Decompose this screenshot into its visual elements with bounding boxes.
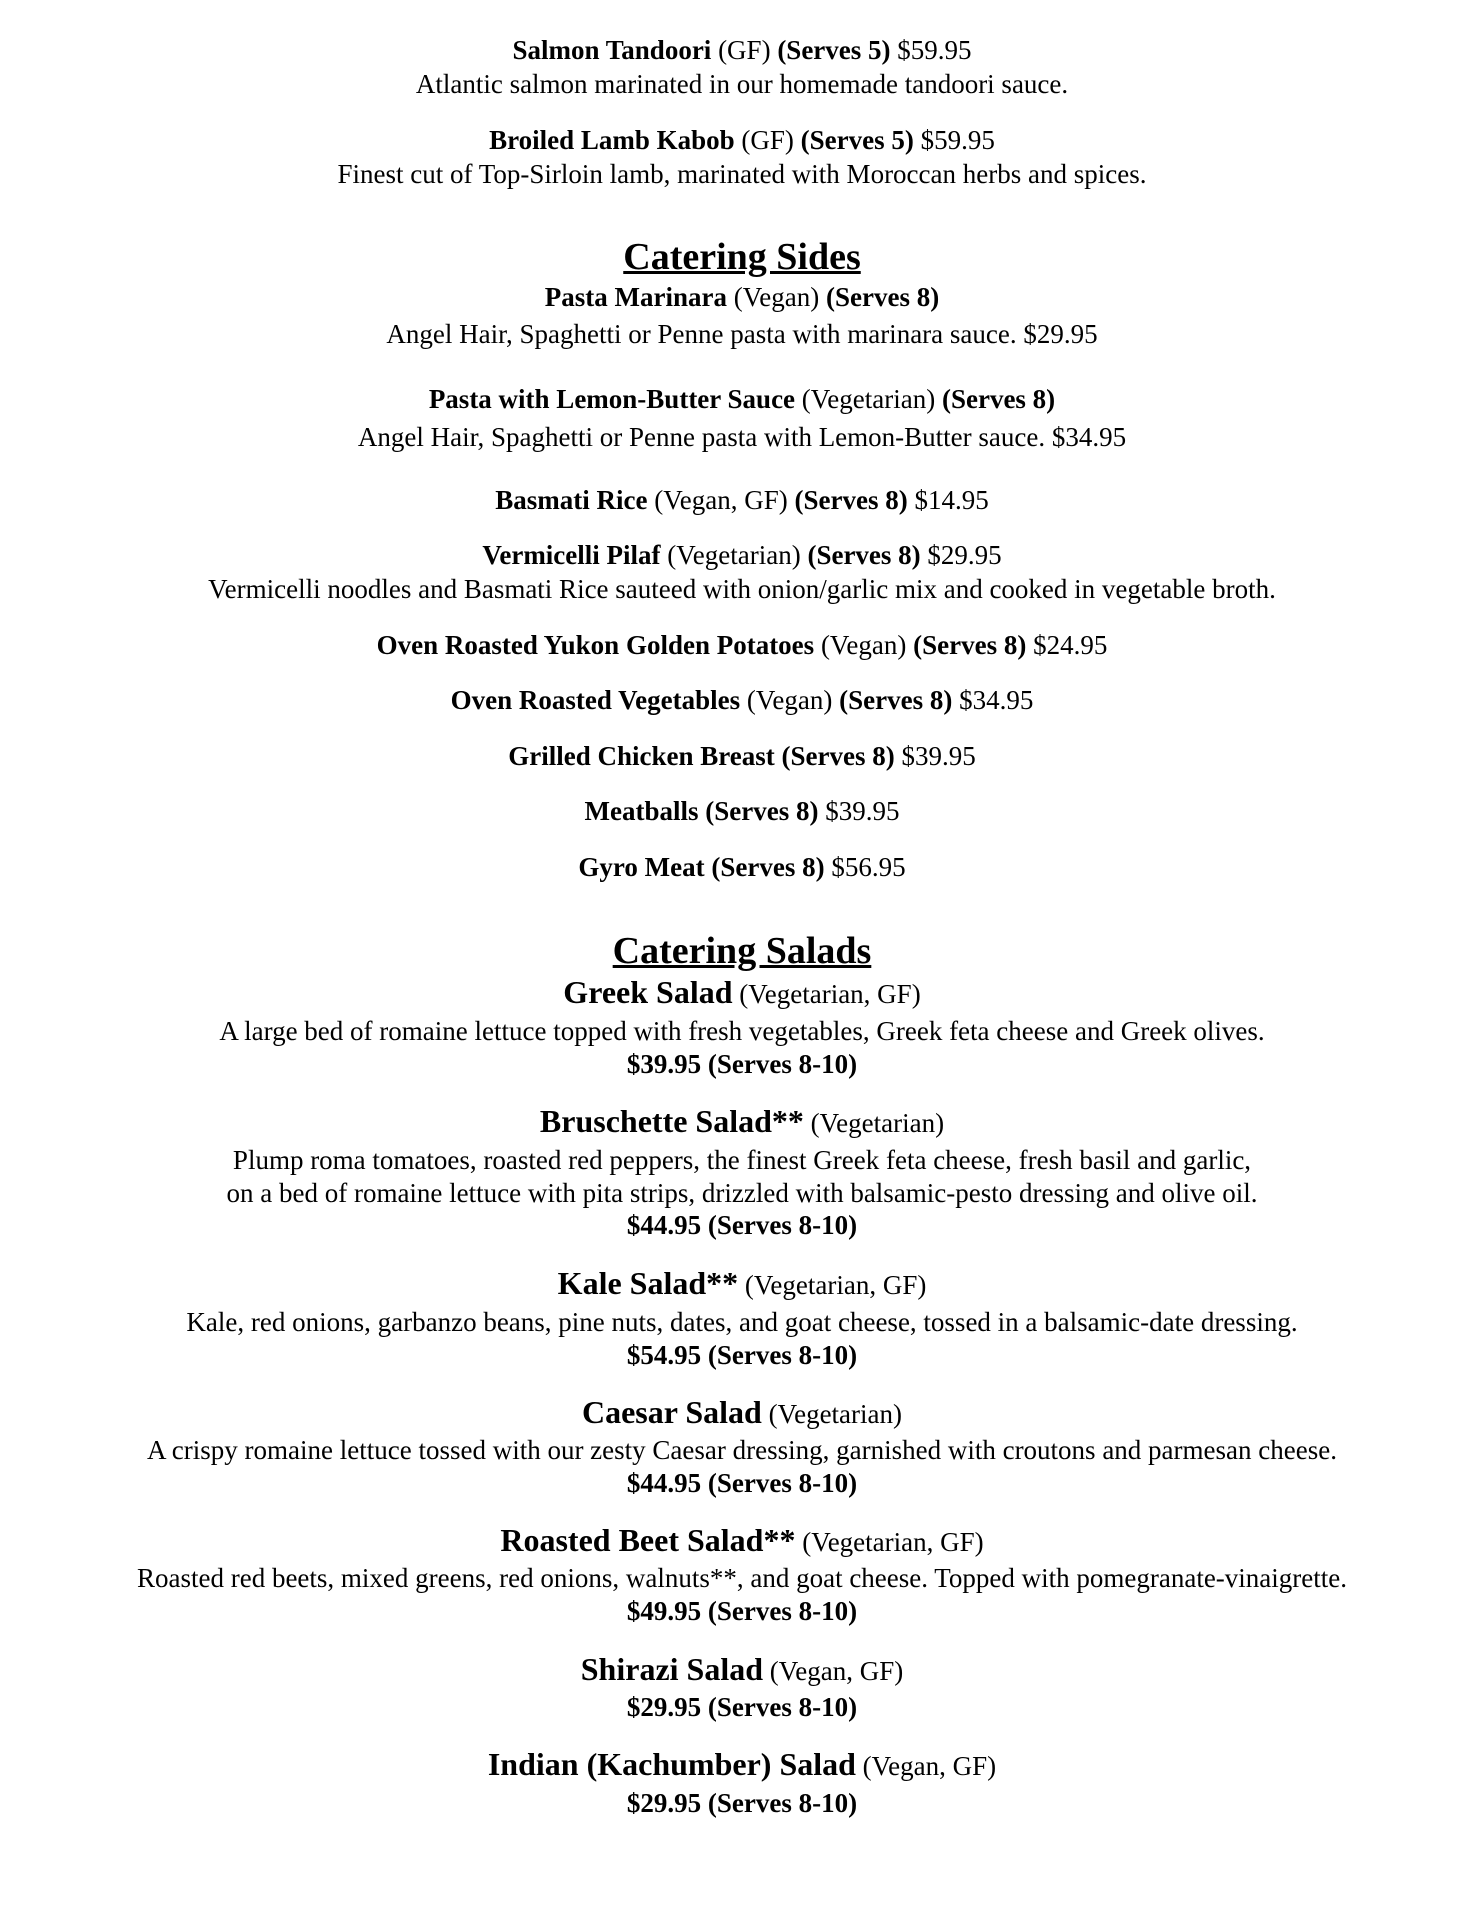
salad-title	[0, 976, 1484, 1011]
item-name: Basmati Rice	[495, 485, 648, 515]
item-serves: (Serves 5)	[800, 125, 914, 155]
item-tag: (Vegan, GF)	[654, 485, 788, 515]
item-name: Pasta Marinara	[544, 282, 728, 312]
salad-title	[0, 1267, 1484, 1302]
item-price: $39.95 (Serves 8-10)	[626, 1049, 858, 1079]
item-price: $54.95 (Serves 8-10)	[626, 1340, 858, 1370]
menu-item-title	[0, 383, 1484, 416]
menu-item-title	[0, 740, 1484, 773]
item-description-line2: on a bed of romaine lettuce with pita strips, drizzled with balsamic-pesto dressing and olive oil.	[226, 1178, 1258, 1208]
item-name: Pasta with Lemon-Butter Sauce	[428, 384, 796, 414]
item-tag: (Vegan)	[820, 630, 907, 660]
item-serves: (Serves 8)	[794, 485, 908, 515]
item-tag: (Vegetarian, GF)	[802, 1527, 984, 1557]
item-description: Plump roma tomatoes, roasted red peppers, the finest Greek feta cheese, fresh basil and garlic,	[232, 1145, 1252, 1175]
item-description: Angel Hair, Spaghetti or Penne pasta with marinara sauce. $29.95	[386, 319, 1098, 349]
item-price: $59.95	[897, 35, 972, 65]
item-tag: (Vegan)	[746, 685, 833, 715]
item-name: Vermicelli Pilaf	[482, 540, 661, 570]
menu-item-title	[0, 795, 1484, 828]
item-price: $59.95	[920, 125, 995, 155]
item-tag: (GF)	[718, 35, 771, 65]
item-price: $29.95 (Serves 8-10)	[626, 1788, 858, 1818]
item-description: Finest cut of Top-Sirloin lamb, marinated with Moroccan herbs and spices.	[337, 159, 1147, 189]
menu-item-title	[0, 34, 1484, 67]
menu-item-title	[0, 851, 1484, 884]
item-price: $39.95	[825, 796, 900, 826]
item-tag: (Vegetarian)	[801, 384, 936, 414]
salad-title	[0, 1396, 1484, 1431]
item-price: $44.95 (Serves 8-10)	[626, 1468, 858, 1498]
item-name: Gyro Meat (Serves 8)	[578, 852, 825, 882]
salad-title	[0, 1524, 1484, 1559]
item-name: Meatballs (Serves 8)	[584, 796, 819, 826]
item-price: $34.95	[959, 685, 1034, 715]
item-price: $29.95	[927, 540, 1002, 570]
item-name: Caesar Salad	[581, 1394, 762, 1430]
salad-title	[0, 1748, 1484, 1783]
item-description: Angel Hair, Spaghetti or Penne pasta with Lemon-Butter sauce. $34.95	[357, 422, 1127, 452]
item-tag: (Vegan)	[733, 282, 820, 312]
item-tag: (GF)	[741, 125, 794, 155]
menu-item-title	[0, 484, 1484, 517]
item-description: A large bed of romaine lettuce topped with fresh vegetables, Greek feta cheese and Greek olives.	[219, 1016, 1265, 1046]
item-name: Bruschette Salad**	[539, 1103, 804, 1139]
item-name: Roasted Beet Salad**	[500, 1522, 796, 1558]
item-tag: (Vegetarian)	[768, 1399, 903, 1429]
item-name: Indian (Kachumber) Salad	[487, 1746, 856, 1782]
item-tag: (Vegetarian)	[810, 1108, 945, 1138]
item-price: $56.95	[831, 852, 906, 882]
item-serves: (Serves 8)	[913, 630, 1027, 660]
item-name: Salmon Tandoori	[512, 35, 712, 65]
item-tag: (Vegetarian, GF)	[739, 979, 921, 1009]
section-heading-salads: Catering Salads	[612, 930, 872, 972]
item-description: Kale, red onions, garbanzo beans, pine nuts, dates, and goat cheese, tossed in a balsamic-date dressing.	[186, 1307, 1298, 1337]
item-price: $29.95 (Serves 8-10)	[626, 1692, 858, 1722]
salad-title	[0, 1105, 1484, 1140]
menu-item-title	[0, 629, 1484, 662]
item-tag: (Vegan, GF)	[769, 1656, 904, 1686]
menu-item-title	[0, 124, 1484, 157]
item-price: $39.95	[901, 741, 976, 771]
menu-item-title	[0, 539, 1484, 572]
section-heading-sides: Catering Sides	[623, 236, 861, 278]
item-name: Broiled Lamb Kabob	[489, 125, 735, 155]
item-name: Oven Roasted Yukon Golden Potatoes	[376, 630, 815, 660]
item-description: Vermicelli noodles and Basmati Rice sauteed with onion/garlic mix and cooked in vegetable broth.	[208, 574, 1276, 604]
item-description: Atlantic salmon marinated in our homemade tandoori sauce.	[415, 69, 1069, 99]
item-serves: (Serves 8)	[825, 282, 940, 312]
item-description: A crispy romaine lettuce tossed with our zesty Caesar dressing, garnished with croutons and parmesan cheese.	[147, 1435, 1337, 1465]
item-tag: (Vegetarian, GF)	[744, 1270, 927, 1300]
item-name: Greek Salad	[563, 974, 733, 1010]
item-price: $49.95 (Serves 8-10)	[626, 1596, 858, 1626]
item-price: $14.95	[914, 485, 989, 515]
item-name: Grilled Chicken Breast (Serves 8)	[508, 741, 895, 771]
item-name: Kale Salad**	[557, 1265, 739, 1301]
menu-item-title	[0, 684, 1484, 717]
item-name: Shirazi Salad	[580, 1651, 764, 1687]
item-serves: (Serves 8)	[807, 540, 921, 570]
item-price: $44.95 (Serves 8-10)	[626, 1210, 858, 1240]
salad-title	[0, 1653, 1484, 1688]
item-tag: (Vegan, GF)	[862, 1751, 997, 1781]
menu-item-title	[0, 281, 1484, 314]
item-name: Oven Roasted Vegetables	[450, 685, 741, 715]
item-description: Roasted red beets, mixed greens, red onions, walnuts**, and goat cheese. Topped with pomegranate-vinaigrette.	[136, 1563, 1347, 1593]
item-serves: (Serves 5)	[777, 35, 891, 65]
item-price: $24.95	[1033, 630, 1108, 660]
item-tag: (Vegetarian)	[667, 540, 801, 570]
item-serves: (Serves 8)	[941, 384, 1056, 414]
item-serves: (Serves 8)	[839, 685, 953, 715]
